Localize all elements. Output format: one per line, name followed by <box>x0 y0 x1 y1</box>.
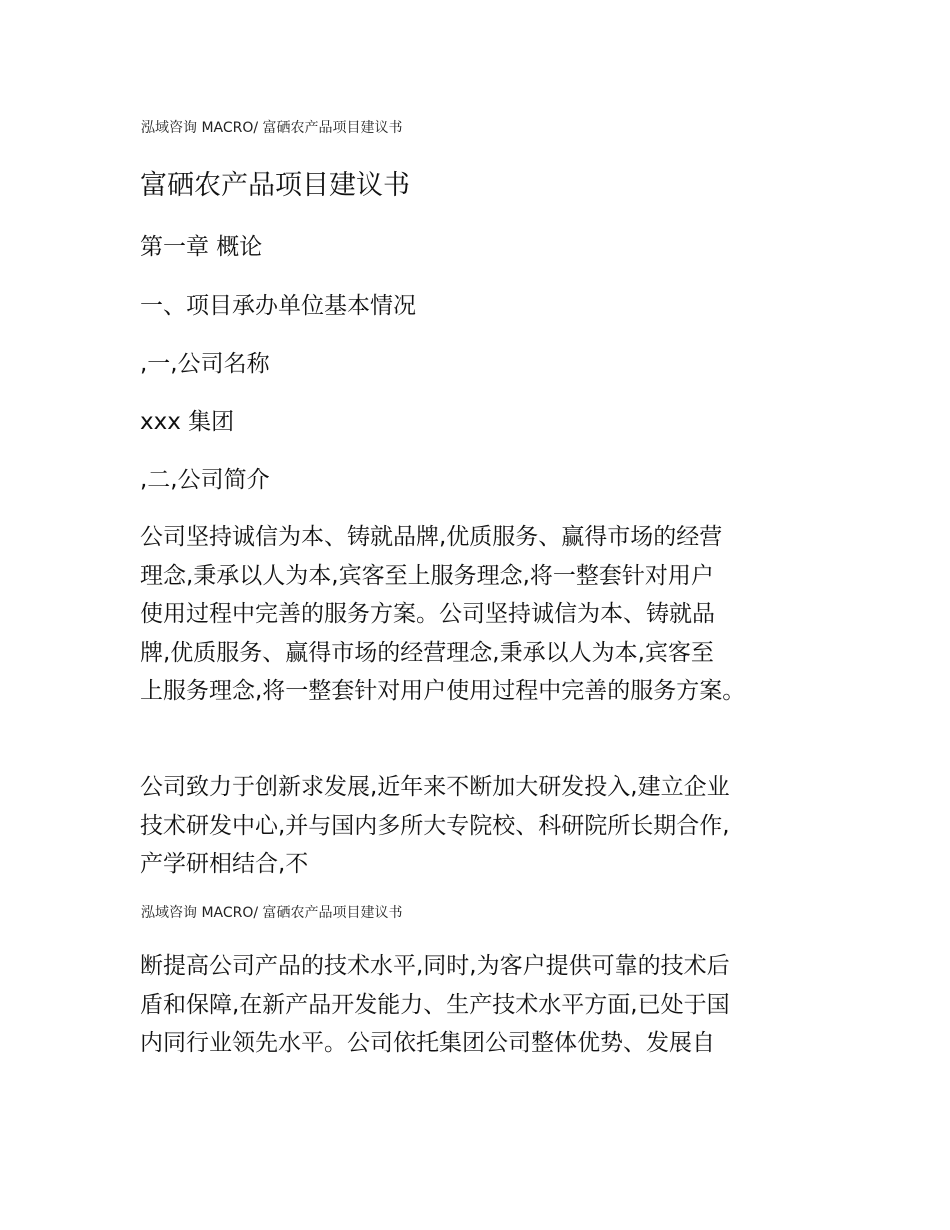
company-name-text: xxx 集团 <box>140 409 235 435</box>
subsection-heading-company-profile: ,二,公司简介 <box>140 467 270 493</box>
document-title: 富硒农产品项目建议书 <box>140 170 410 201</box>
paragraph-line: 理念,秉承以人为本,宾客至上服务理念,将一整套针对用户 <box>140 562 714 589</box>
chapter-heading: 第一章 概论 <box>140 234 263 260</box>
paragraph-line: 产学研相结合,不 <box>140 851 309 877</box>
running-header-page-2: 泓域咨询 MACRO/ 富硒农产品项目建议书 <box>141 905 403 921</box>
paragraph-line: 盾和保障,在新产品开发能力、生产技术水平方面,已处于国 <box>140 991 730 1018</box>
paragraph-line: 断提高公司产品的技术水平,同时,为客户提供可靠的技术后 <box>140 953 730 979</box>
paragraph-company-profile <box>140 518 820 711</box>
running-header: 泓域咨询 MACRO/ 富硒农产品项目建议书 <box>141 120 403 136</box>
subsection-heading-company-name: ,一,公司名称 <box>140 351 270 377</box>
paragraph-line: 上服务理念,将一整套针对用户使用过程中完善的服务方案。 <box>140 678 746 704</box>
paragraph-line: 公司坚持诚信为本、铸就品牌,优质服务、赢得市场的经营 <box>140 524 723 550</box>
paragraph-line: 公司致力于创新求发展,近年来不断加大研发投入,建立企业 <box>140 774 730 800</box>
paragraph-line: 牌,优质服务、赢得市场的经营理念,秉承以人为本,宾客至 <box>140 639 714 666</box>
paragraph-line: 技术研发中心,并与国内多所大专院校、科研院所长期合作, <box>140 812 730 839</box>
paragraph-innovation <box>140 768 820 884</box>
section-heading: 一、项目承办单位基本情况 <box>140 293 416 319</box>
paragraph-line: 使用过程中完善的服务方案。公司坚持诚信为本、铸就品 <box>140 601 715 627</box>
paragraph-continued <box>140 947 820 1063</box>
paragraph-line: 内同行业领先水平。公司依托集团公司整体优势、发展自 <box>140 1030 715 1056</box>
